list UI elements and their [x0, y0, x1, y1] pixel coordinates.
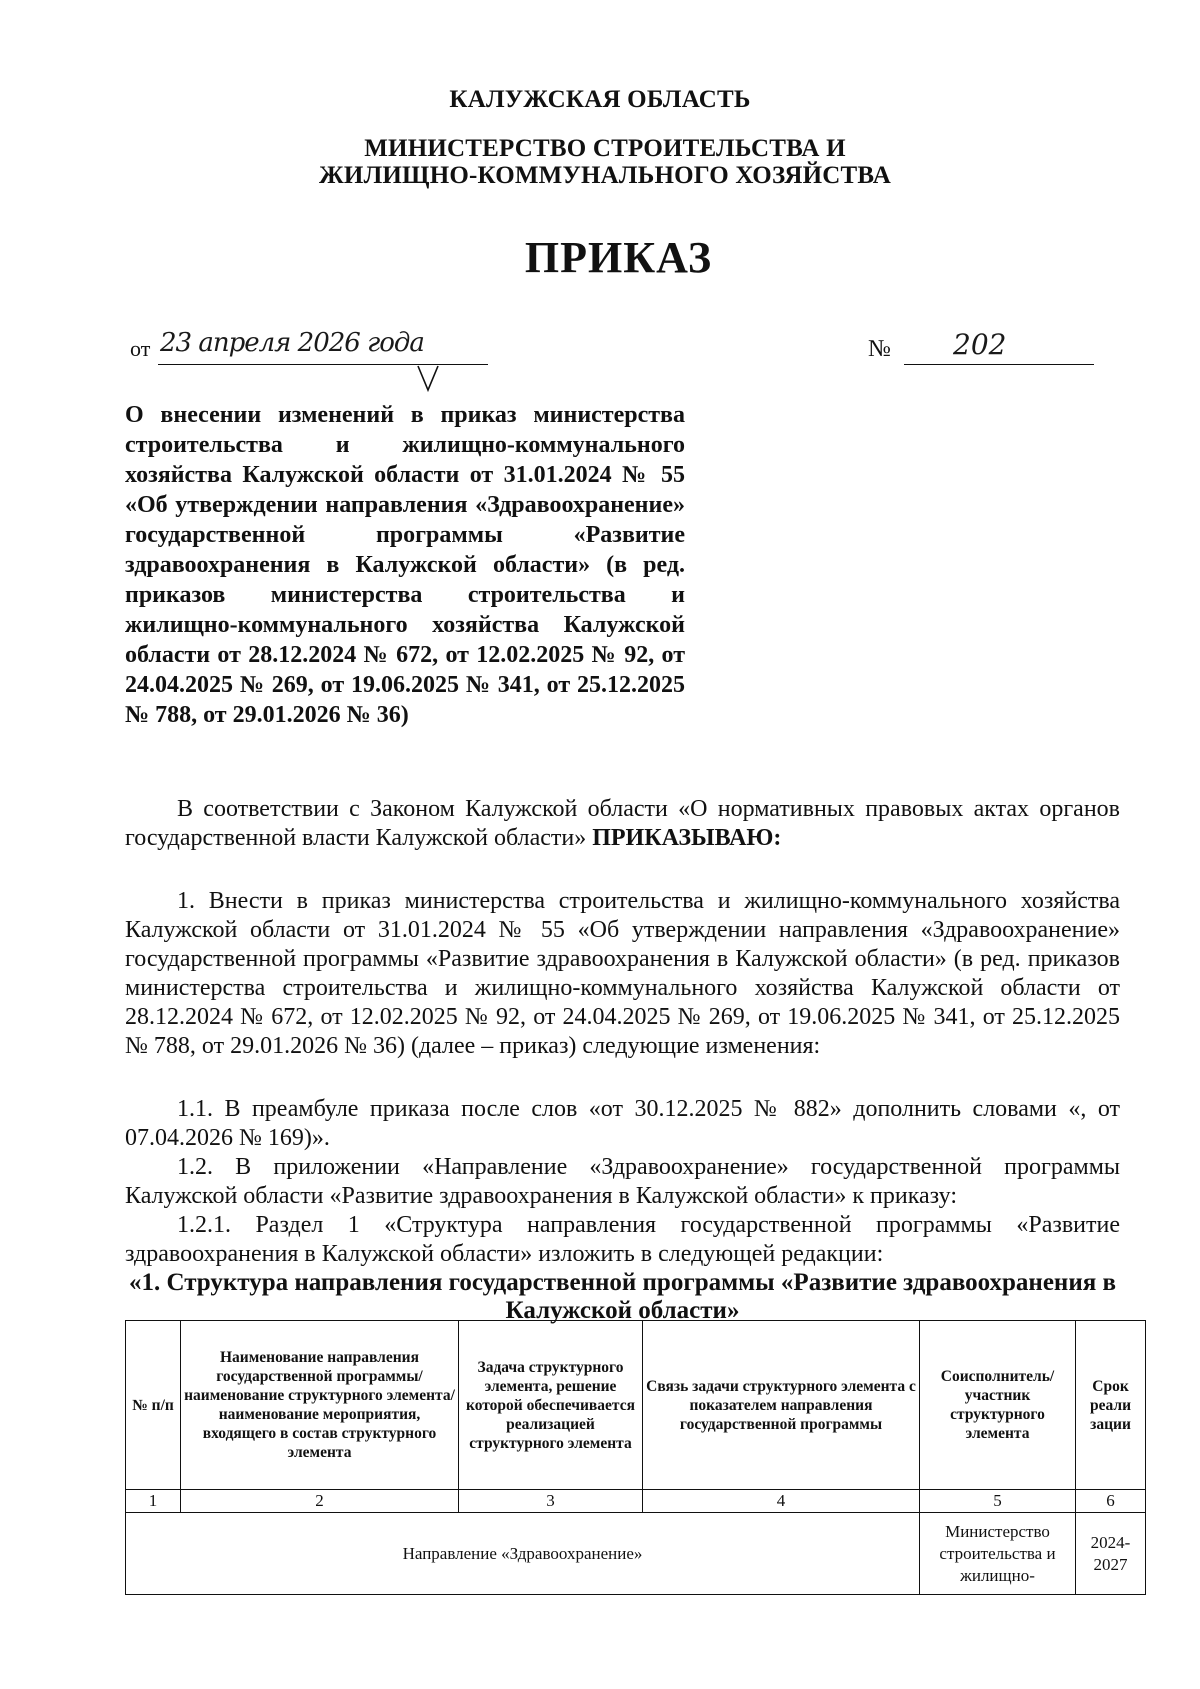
- ministry-name-line1: МИНИСТЕРСТВО СТРОИТЕЛЬСТВА И: [364, 135, 846, 162]
- period-text: 2024-2027: [1090, 1532, 1131, 1574]
- item-1: 1. Внести в приказ министерства строительства и жилищно-коммунального хозяйства Калужской области от 31.01.2024 № 55 «Об утверждении направления «Здравоохранение» государственной программы «Развитие здравоохранения в Калужской области» (в ред. приказов министерства строительства и жилищно-коммунального хозяйства Калужской области от 28.12.2024 № 672, от 12.02.2025 № 92, от 24.04.2025 № 269, от 19.06.2025 № 341, от 25.12.2025 № 788, от 29.01.2026 № 36) (далее – приказ) следующие изменения:: [125, 888, 1120, 1059]
- date-line: [130, 328, 510, 368]
- preamble-text: В соответствии с Законом Калужской области «О нормативных правовых актах органов государственной власти Калужской области»: [125, 796, 1120, 851]
- section-title: «1. Структура направления государственной программы «Развитие здравоохранения в Калужской области»: [128, 1269, 1117, 1324]
- column-number: 6: [1076, 1490, 1146, 1513]
- item-1-2: 1.2. В приложении «Направление «Здравоохранение» государственной программы Калужской области «Развитие здравоохранения в Калужской области» к приказу:: [125, 1154, 1120, 1209]
- executor-cell: [920, 1513, 1076, 1595]
- date-handwritten: 23 апреля 2026 года: [160, 328, 424, 358]
- date-prefix: от: [130, 336, 151, 361]
- column-number: 3: [459, 1490, 643, 1513]
- ministry-name-line2: ЖИЛИЩНО-КОММУНАЛЬНОГО ХОЗЯЙСТВА: [319, 162, 891, 189]
- column-number: 1: [126, 1490, 181, 1513]
- period-cell: [1076, 1513, 1146, 1595]
- column-number: 2: [181, 1490, 459, 1513]
- handwritten-check-mark: [415, 364, 441, 394]
- header-cell-executor: Соисполнитель/ участник структурного элемента: [920, 1321, 1076, 1490]
- header-cell-period: Срок реали зации: [1076, 1321, 1146, 1490]
- region-name: КАЛУЖСКАЯ ОБЛАСТЬ: [449, 86, 751, 113]
- table-row: [126, 1513, 1146, 1595]
- structure-table: [125, 1320, 1146, 1595]
- number-underline: [904, 364, 1094, 365]
- table-column-numbers-row: [126, 1490, 1146, 1513]
- document-type-title: ПРИКАЗ: [524, 233, 713, 282]
- preamble-paragraph: [125, 795, 1120, 853]
- number-handwritten: 202: [953, 328, 1007, 361]
- order-subject: О внесении изменений в приказ министерства строительства и жилищно-коммунального хозяйства Калужской области от 31.01.2024 № 55 «Об утверждении направления «Здравоохранение» государственной программы «Развитие здравоохранения в Калужской области» (в ред. приказов министерства строительства и жилищно-коммунального хозяйства Калужской области от 28.12.2024 № 672, от 12.02.2025 № 92, от 24.04.2025 № 269, от 19.06.2025 № 341, от 25.12.2025 № 788, от 29.01.2026 № 36): [125, 402, 685, 728]
- header-cell-link: Связь задачи структурного элемента с показателем направления государственной программы: [643, 1321, 920, 1490]
- column-number: 5: [920, 1490, 1076, 1513]
- header-cell-task: Задача структурного элемента, решение которой обеспечивается реализацией структурного элемента: [459, 1321, 643, 1490]
- column-number: 4: [643, 1490, 920, 1513]
- number-line: [868, 328, 1098, 368]
- number-prefix: №: [868, 336, 891, 362]
- header-cell-number: № п/п: [126, 1321, 181, 1490]
- order-word: ПРИКАЗЫВАЮ:: [592, 825, 782, 851]
- executor-text: Министерство строительства и жилищно-: [939, 1522, 1056, 1585]
- table-header-row: [126, 1321, 1146, 1490]
- item-1-1: 1.1. В преамбуле приказа после слов «от 30.12.2025 № 882» дополнить словами «, от 07.04.2026 № 169)».: [125, 1096, 1120, 1151]
- direction-name-cell: Направление «Здравоохранение»: [126, 1513, 920, 1595]
- item-1-2-1: 1.2.1. Раздел 1 «Структура направления государственной программы «Развитие здравоохранения в Калужской области» изложить в следующей редакции:: [125, 1212, 1120, 1267]
- header-cell-name: Наименование направления государственной программы/наименование структурного элемента/наименование мероприятия, входящего в состав структурного элемента: [181, 1321, 459, 1490]
